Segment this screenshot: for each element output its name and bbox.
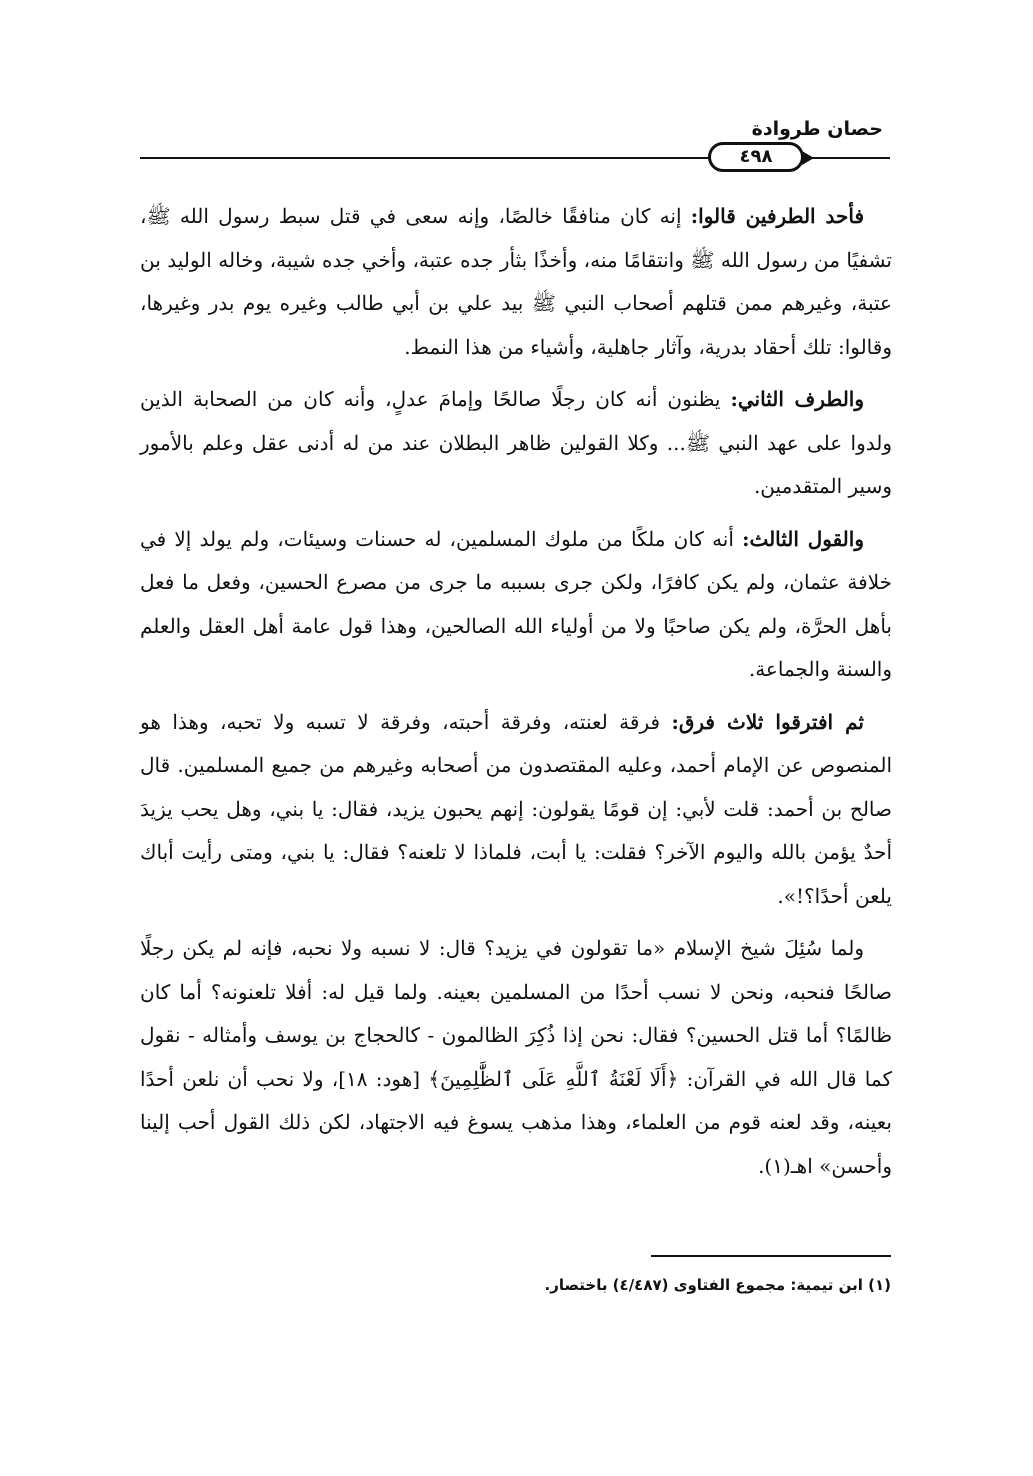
paragraph-three-groups xyxy=(140,701,892,919)
running-header-title: حصان طروادة xyxy=(751,118,883,140)
body-text xyxy=(140,195,892,1197)
paragraph-second-side xyxy=(140,378,892,509)
paragraph-first-side xyxy=(140,195,892,369)
paragraph-text: إنه كان منافقًا خالصًا، وإنه سعى في قتل سبط رسول الله ﷺ، تشفيًا من رسول الله ﷺ وانتقامًا منه، وأخذًا بثأر جده عتبة، وأخي جده شيبة، وخاله الوليد بن عتبة، وغيرهم ممن قتلهم أصحاب النبي ﷺ بيد علي بن أبي طالب وغيره يوم بدر وغيرها، وقالوا: تلك أحقاد بدرية، وآثار جاهلية، وأشياء من هذا النمط. xyxy=(140,204,892,359)
paragraph-text: فرقة لعنته، وفرقة أحبته، وفرقة لا تسبه ولا تحبه، وهذا هو المنصوص عن الإمام أحمد، وعليه المقتصدون من أصحابه وغيرهم من جميع المسلمين. قال صالح بن أحمد: قلت لأبي: إن قومًا يقولون: إنهم يحبون يزيد، فقال: يا بني، وهل يحب يزيدَ أحدٌ يؤمن بالله واليوم الآخر؟ فقلت: يا أبت، فلماذا لا تلعنه؟ فقال: يا بني، ومتى رأيت أباك يلعن أحدًا؟!». xyxy=(140,709,892,908)
paragraph-third-view xyxy=(140,518,892,692)
paragraph-lead: والطرف الثاني: xyxy=(730,387,865,411)
paragraph-lead: فأحد الطرفين قالوا: xyxy=(690,204,864,228)
paragraph-sheikh-al-islam xyxy=(140,927,892,1188)
paragraph-lead: والقول الثالث: xyxy=(742,526,864,551)
paragraph-text: أنه كان ملكًا من ملوك المسلمين، له حسنات وسيئات، ولم يولد إلا في خلافة عثمان، ولم يكن كافرًا، ولكن جرى بسببه ما جرى من مصرع الحسين، وفعل ما فعل بأهل الحرَّة، ولم يكن صاحبًا ولا من أولياء الله الصالحين، وهذا قول عامة أهل العقل والعلم والسنة والجماعة. xyxy=(140,526,892,681)
paragraph-lead: ثم افترقوا ثلاث فرق: xyxy=(671,709,864,734)
paragraph-text: ولما سُئِلَ شيخ الإسلام «ما تقولون في يزيد؟ قال: لا نسبه ولا نحبه، فإنه لم يكن رجلًا صالحًا فنحبه، ونحن لا نسب أحدًا من المسلمين بعينه. ولما قيل له: أفلا تلعنونه؟ أما كان ظالمًا؟ أما قتل الحسين؟ فقال: نحن إذا ذُكِرَ الظالمون - كالحجاج بن يوسف وأمثاله - نقول كما قال الله في القرآن: ﴿أَلَا لَعْنَةُ ٱللَّهِ عَلَى ٱلظَّٰلِمِينَ﴾ [هود: ١٨]، ولا نحب أن نلعن أحدًا بعينه، وقد لعنه قوم من العلماء، وهذا مذهب يسوغ فيه الاجتهاد، لكن ذلك القول أحب إلينا وأحسن» اهـ(١). xyxy=(140,936,892,1178)
footnote-rule xyxy=(651,1255,891,1257)
paragraph-text: يظنون أنه كان رجلًا صالحًا وإمامَ عدلٍ، وأنه كان من الصحابة الذين ولدوا على عهد النبي ﷺ... وكلا القولين ظاهر البطلان عند من له أدنى عقل وعلم بالأمور وسير المتقدمين. xyxy=(140,387,892,498)
footnote: (١) ابن تيمية: مجموع الفتاوى (٤/٤٨٧) باختصار. xyxy=(544,1276,891,1294)
page-number-badge: ٤٩٨ xyxy=(708,142,804,172)
